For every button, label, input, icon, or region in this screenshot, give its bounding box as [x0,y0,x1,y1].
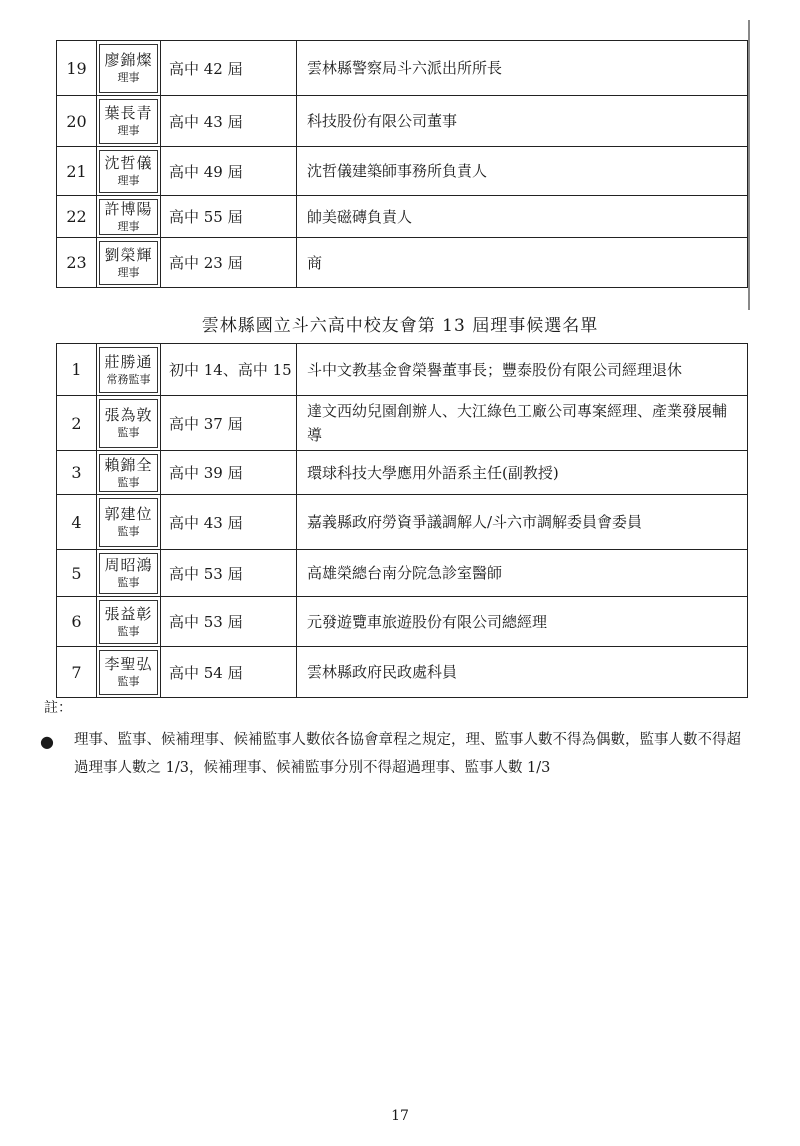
member-role: 理事 [117,174,140,187]
row-number: 20 [57,96,97,147]
table-row [57,196,748,238]
row-number: 5 [57,550,97,597]
member-role: 理事 [117,124,140,137]
table-row [57,96,748,147]
position: 沈哲儀建築師事務所負責人 [297,147,748,196]
member-name: 劉榮輝 [104,245,153,264]
position: 達文西幼兒園創辦人、大江綠色工廠公司專案經理、產業發展輔導 [297,396,748,451]
name-cell [97,41,161,96]
member-role: 理事 [117,71,140,84]
member-role: 理事 [117,265,140,279]
class-year: 高中 43 屆 [161,495,297,550]
member-role: 監事 [117,426,140,439]
name-box [99,199,158,235]
name-box [99,498,158,547]
member-role: 理事 [117,219,140,233]
member-name: 沈哲儀 [104,154,153,172]
member-role: 監事 [117,475,140,489]
table-row [57,647,748,698]
name-cell [97,647,161,698]
class-year: 初中 14、高中 15 [161,344,297,396]
name-cell [97,147,161,196]
member-name: 郭建位 [104,505,153,523]
table-row [57,41,748,96]
row-number: 3 [57,451,97,495]
name-cell [97,550,161,597]
name-box [99,150,158,193]
name-box [99,454,158,492]
candidates-table [56,343,748,698]
member-role: 常務監事 [106,372,151,386]
name-cell [97,96,161,147]
member-name: 張為敦 [104,406,153,424]
section-title: 雲林縣國立斗六高中校友會第 13 屆理事候選名單 [201,316,599,336]
member-name: 廖錦燦 [104,51,153,69]
directors-table-continued [56,40,748,288]
row-number: 1 [57,344,97,396]
table-row [57,396,748,451]
name-box [99,241,158,285]
member-name: 李聖弘 [104,655,153,673]
row-number: 19 [57,41,97,96]
name-cell [97,495,161,550]
note-label: 註： [44,700,72,716]
class-year: 高中 23 屆 [161,238,297,288]
row-number: 4 [57,495,97,550]
table-row [57,344,748,396]
position: 斗中文教基金會榮譽董事長；豐泰股份有限公司經理退休 [297,344,748,396]
member-role: 監事 [117,675,140,688]
table-row [57,597,748,647]
name-cell [97,597,161,647]
page-edge-line [748,20,750,310]
bullet-icon: ● [40,732,54,751]
name-box [99,347,158,393]
class-year: 高中 54 屆 [161,647,297,698]
table-row [57,451,748,495]
member-name: 葉長青 [104,104,153,122]
name-cell [97,196,161,238]
row-number: 23 [57,238,97,288]
row-number: 6 [57,597,97,647]
row-number: 7 [57,647,97,698]
class-year: 高中 53 屆 [161,597,297,647]
member-name: 周昭鴻 [104,556,153,574]
name-cell [97,344,161,396]
name-cell [97,396,161,451]
member-role: 監事 [117,624,140,638]
name-cell [97,238,161,288]
position: 帥美磁磚負責人 [297,196,748,238]
name-box [99,553,158,594]
member-name: 張益彰 [104,604,153,623]
member-name: 賴錦全 [104,455,153,474]
note-text: 理事、監事、候補理事、候補監事人數依各協會章程之規定，理、監事人數不得為偶數，監事人數不得超過理事人數之 1/3，候補理事、候補監事分別不得超過理事、監事人數 1/3 [74,732,741,776]
row-number: 2 [57,396,97,451]
position: 嘉義縣政府勞資爭議調解人/斗六市調解委員會委員 [297,495,748,550]
table-row [57,147,748,196]
position: 高雄榮總台南分院急診室醫師 [297,550,748,597]
class-year: 高中 42 屆 [161,41,297,96]
position: 環球科技大學應用外語系主任(副教授) [297,451,748,495]
position: 雲林縣政府民政處科員 [297,647,748,698]
name-cell [97,451,161,495]
class-year: 高中 43 屆 [161,96,297,147]
table-row [57,550,748,597]
table-row [57,495,748,550]
position: 科技股份有限公司董事 [297,96,748,147]
class-year: 高中 53 屆 [161,550,297,597]
note [40,726,750,782]
member-name: 莊勝通 [104,352,153,371]
row-number: 21 [57,147,97,196]
name-box [99,600,158,644]
position: 元發遊覽車旅遊股份有限公司總經理 [297,597,748,647]
position: 雲林縣警察局斗六派出所所長 [297,41,748,96]
class-year: 高中 39 屆 [161,451,297,495]
name-box [99,99,158,144]
name-box [99,44,158,93]
member-role: 監事 [117,576,140,589]
row-number: 22 [57,196,97,238]
name-box [99,650,158,695]
name-box [99,399,158,448]
table-row [57,238,748,288]
page-number: 17 [391,1108,409,1124]
class-year: 高中 55 屆 [161,196,297,238]
member-name: 許博陽 [104,199,153,218]
class-year: 高中 49 屆 [161,147,297,196]
position: 商 [297,238,748,288]
class-year: 高中 37 屆 [161,396,297,451]
member-role: 監事 [117,525,140,538]
